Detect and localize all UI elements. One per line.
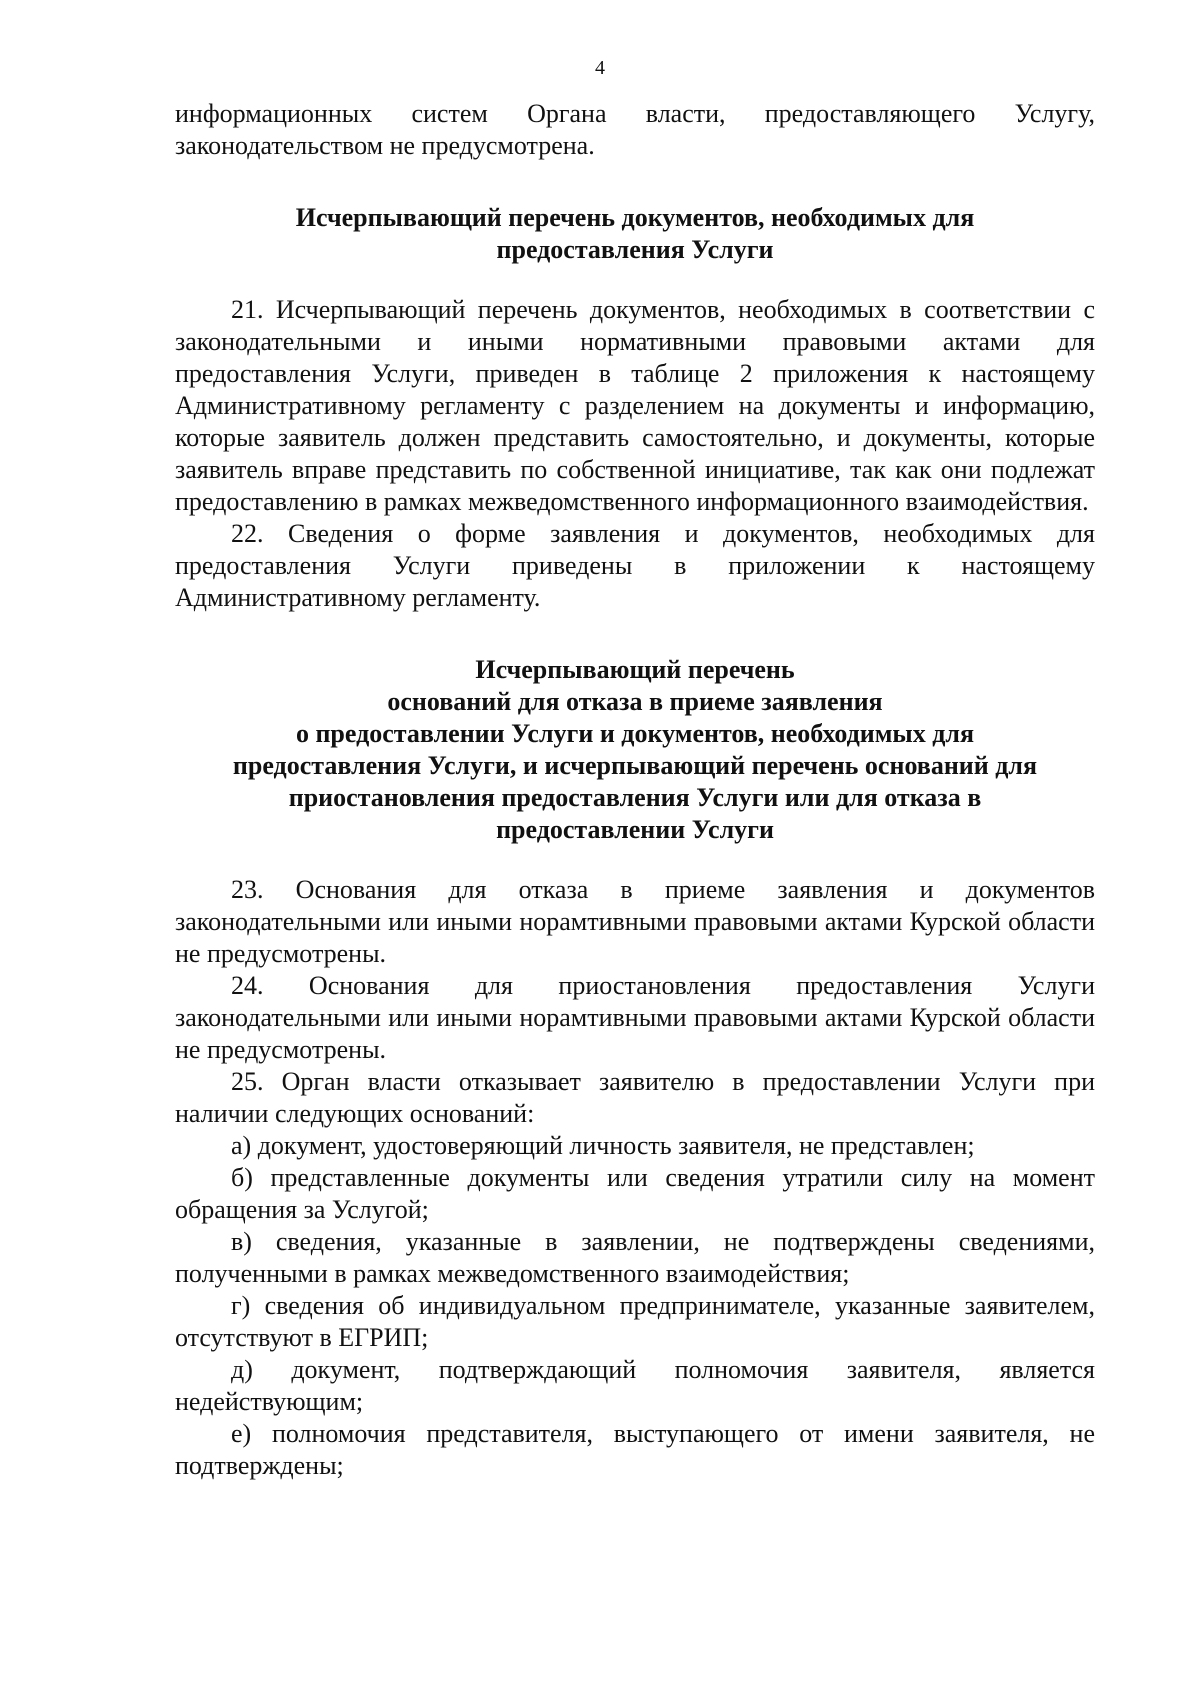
heading-line: предоставлении Услуги (496, 815, 774, 844)
intro-continuation: информационных систем Органа власти, предоставляющего Услугу, законодательством не предусмотрена. (175, 99, 1095, 160)
heading-line: Исчерпывающий перечень документов, необходимых для (295, 203, 975, 232)
list-item-g: г) сведения об индивидуальном предпринимателе, указанные заявителем, отсутствуют в ЕГРИП; (175, 1291, 1095, 1352)
heading-line: оснований для отказа в приеме заявления (387, 687, 883, 716)
heading-line: приостановления предоставления Услуги или для отказа в (288, 783, 982, 812)
section-heading-documents (175, 202, 1095, 266)
heading-line: Исчерпывающий перечень (475, 655, 795, 684)
list-item-b: б) представленные документы или сведения утратили силу на момент обращения за Услугой; (175, 1163, 1095, 1224)
page-number: 4 (595, 57, 605, 79)
list-item-a: а) документ, удостоверяющий личность заявителя, не представлен; (231, 1131, 975, 1160)
document-body (175, 98, 1095, 1482)
paragraph-25: 25. Орган власти отказывает заявителю в предоставлении Услуги при наличии следующих оснований: (175, 1067, 1095, 1128)
paragraph-24: 24. Основания для приостановления предоставления Услуги законодательными или иными норамтивными правовыми актами Курской области не предусмотрены. (175, 971, 1095, 1064)
list-item-e: е) полномочия представителя, выступающего от имени заявителя, не подтверждены; (175, 1419, 1095, 1480)
section-heading-refusal-grounds (175, 654, 1095, 846)
paragraph-22: 22. Сведения о форме заявления и документов, необходимых для предоставления Услуги приведены в приложении к настоящему Административному регламенту. (175, 519, 1095, 612)
heading-line: предоставления Услуги, и исчерпывающий перечень оснований для (232, 751, 1038, 780)
paragraph-23: 23. Основания для отказа в приеме заявления и документов законодательными или иными норамтивными правовыми актами Курской области не предусмотрены. (175, 875, 1095, 968)
paragraph-21: 21. Исчерпывающий перечень документов, необходимых в соответствии с законодательными и иными нормативными правовыми актами для предоставления Услуги, приведен в таблице 2 приложения к настоящему Административному регламенту с разделением на документы и информацию, которые заявитель должен представить самостоятельно, и документы, которые заявитель вправе представить по собственной инициативе, так как они подлежат предоставлению в рамках межведомственного информационного взаимодействия. (175, 295, 1095, 516)
heading-line: предоставления Услуги (496, 235, 774, 264)
list-item-d: д) документ, подтверждающий полномочия заявителя, является недействующим; (175, 1355, 1095, 1416)
heading-line: о предоставлении Услуги и документов, необходимых для (295, 719, 975, 748)
list-item-v: в) сведения, указанные в заявлении, не подтверждены сведениями, полученными в рамках межведомственного взаимодействия; (175, 1227, 1095, 1288)
